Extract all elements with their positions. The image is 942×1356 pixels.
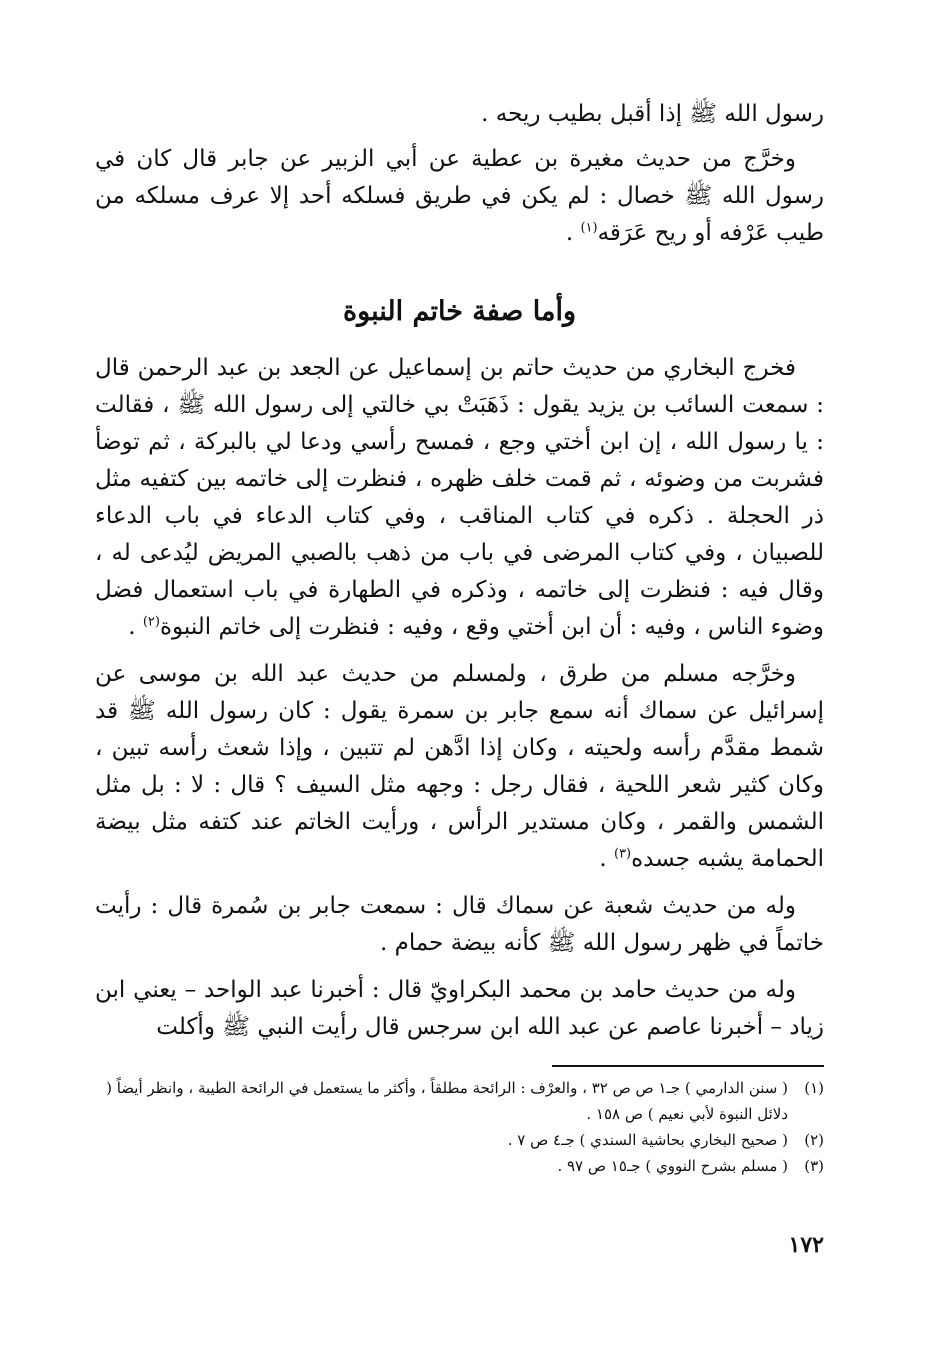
continuation-line: رسول الله ﷺ إذا أقبل بطيب ريحه . <box>481 101 824 127</box>
footnote-ref-3: (٣) <box>613 846 632 862</box>
footnote-ref-1: (١) <box>580 220 598 236</box>
footnote-text: ( مسلم بشرح النووي ) جـ١٥ ص ٩٧ . <box>557 1157 788 1175</box>
footnote-1 <box>95 1075 824 1127</box>
footnote-text: ( سنن الدارمي ) جـ١ ص ص ٣٢ ، والعرْف : الرائحة مطلقاً ، وأكثر ما يستعمل في الرائحة الطيبة ، وانظر أيضاً ( دلائل النبوة لأبي نعيم ) ص ١٥٨ . <box>106 1079 788 1123</box>
footnotes <box>95 1075 824 1179</box>
footnote-number: (٣) <box>804 1157 824 1175</box>
paragraph-3: وخرَّجه مسلم من طرق ، ولمسلم من حديث عبد الله بن موسى عن إسرائيل عن سماك أنه سمع جابر بن سمرة يقول : كان رسول الله ﷺ قد شمط مقدَّم رأسه ولحيته ، وكان إذا ادَّهن لم تتبين ، وإذا شعث رأسه تبين ، وكان كثير شعر اللحية ، فقال رجل : وجهه مثل السيف ؟ قال : لا : بل مثل الشمس والقمر ، وكان مستدير الرأس ، ورأيت الخاتم عند كتفه مثل بيضة الحمامة يشبه جسده$^{(٣)}$ . <box>95 661 825 872</box>
footnote-divider <box>552 1065 824 1067</box>
footnote-ref-2: (٢) <box>142 614 160 630</box>
footnote-text: ( صحيح البخاري بحاشية السندي ) جـ٤ ص ٧ . <box>507 1131 788 1149</box>
section-heading: وأما صفة خاتم النبوة <box>342 296 576 327</box>
paragraph-1: وخرَّج من حديث مغيرة بن عطية عن أبي الزبير عن جابر قال كان في رسول الله ﷺ خصال : لم يكن في طريق فسلكه أحد إلا عرف مسلكه من طيب عَرْفه أو ريح عَرَقه$^{(١)}$ . <box>95 146 824 246</box>
footnote-2 <box>95 1127 824 1153</box>
page-number: ١٧٢ <box>788 1232 824 1258</box>
footnote-3 <box>95 1153 824 1179</box>
footnote-number: (١) <box>804 1079 824 1097</box>
top-text <box>95 96 824 252</box>
paragraph-2: فخرج البخاري من حديث حاتم بن إسماعيل عن الجعد بن عبد الرحمن قال : سمعت السائب بن يزيد يقول : ذَهَبَتْ بي خالتي إلى رسول الله ﷺ ، فقالت : يا رسول الله ، إن ابن أختي وجع ، فمسح رأسي ودعا لي بالبركة ، ثم توضأ فشربت من وضوئه ، ثم قمت خلف ظهره ، فنظرت إلى خاتمه بين كتفيه مثل ذر الحجلة . ذكره في كتاب المناقب ، وفي كتاب الدعاء في باب الدعاء للصبيان ، وفي كتاب المرضى في باب من ذهب بالصبي المريض ليُدعى له ، وقال فيه : فنظرت إلى خاتمه ، وذكره في الطهارة في باب استعمال فضل وضوء الناس ، وفيه : أن ابن أختي وقع ، وفيه : فنظرت إلى خاتم النبوة$^{(٢)}$ . <box>95 355 824 640</box>
main-text <box>95 350 824 1046</box>
paragraph-3-text: وخرَّجه مسلم من طرق ، ولمسلم من حديث عبد الله بن موسى عن إسرائيل عن سماك أنه سمع جابر بن سمرة يقول : كان رسول الله ﷺ قد شمط مقدَّم رأسه ولحيته ، وكان إذا ادَّهن لم تتبين ، وإذا شعث رأسه تبين ، وكان كثير شعر اللحية ، فقال رجل : وجهه مثل السيف ؟ قال : لا : بل مثل الشمس والقمر ، وكان مستدير الرأس ، ورأيت الخاتم عند كتفه مثل بيضة الحمامة يشبه جسده <box>95 661 825 872</box>
paragraph-1-text: وخرَّج من حديث مغيرة بن عطية عن أبي الزبير عن جابر قال كان في رسول الله ﷺ خصال : لم يكن في طريق فسلكه أحد إلا عرف مسلكه من طيب عَرْفه أو ريح عَرَقه <box>95 146 824 246</box>
paragraph-2-text: فخرج البخاري من حديث حاتم بن إسماعيل عن الجعد بن عبد الرحمن قال : سمعت السائب بن يزيد يقول : ذَهَبَتْ بي خالتي إلى رسول الله ﷺ ، فقالت : يا رسول الله ، إن ابن أختي وجع ، فمسح رأسي ودعا لي بالبركة ، ثم توضأ فشربت من وضوئه ، ثم قمت خلف ظهره ، فنظرت إلى خاتمه بين كتفيه مثل ذر الحجلة . ذكره في كتاب المناقب ، وفي كتاب الدعاء في باب الدعاء للصبيان ، وفي كتاب المرضى في باب من ذهب بالصبي المريض ليُدعى له ، وقال فيه : فنظرت إلى خاتمه ، وذكره في الطهارة في باب استعمال فضل وضوء الناس ، وفيه : أن ابن أختي وقع ، وفيه : فنظرت إلى خاتم النبوة <box>95 355 824 640</box>
footnote-number: (٢) <box>804 1131 824 1149</box>
paragraph-5: وله من حديث حامد بن محمد البكراويّ قال : أخبرنا عبد الواحد – يعني ابن زياد – أخبرنا عاصم عن عبد الله ابن سرجس قال رأيت النبي ﷺ وأكلت <box>95 977 824 1040</box>
paragraph-4: وله من حديث شعبة عن سماك قال : سمعت جابر بن سُمرة قال : رأيت خاتماً في ظهر رسول الله ﷺ كأنه بيضة حمام . <box>95 893 824 956</box>
